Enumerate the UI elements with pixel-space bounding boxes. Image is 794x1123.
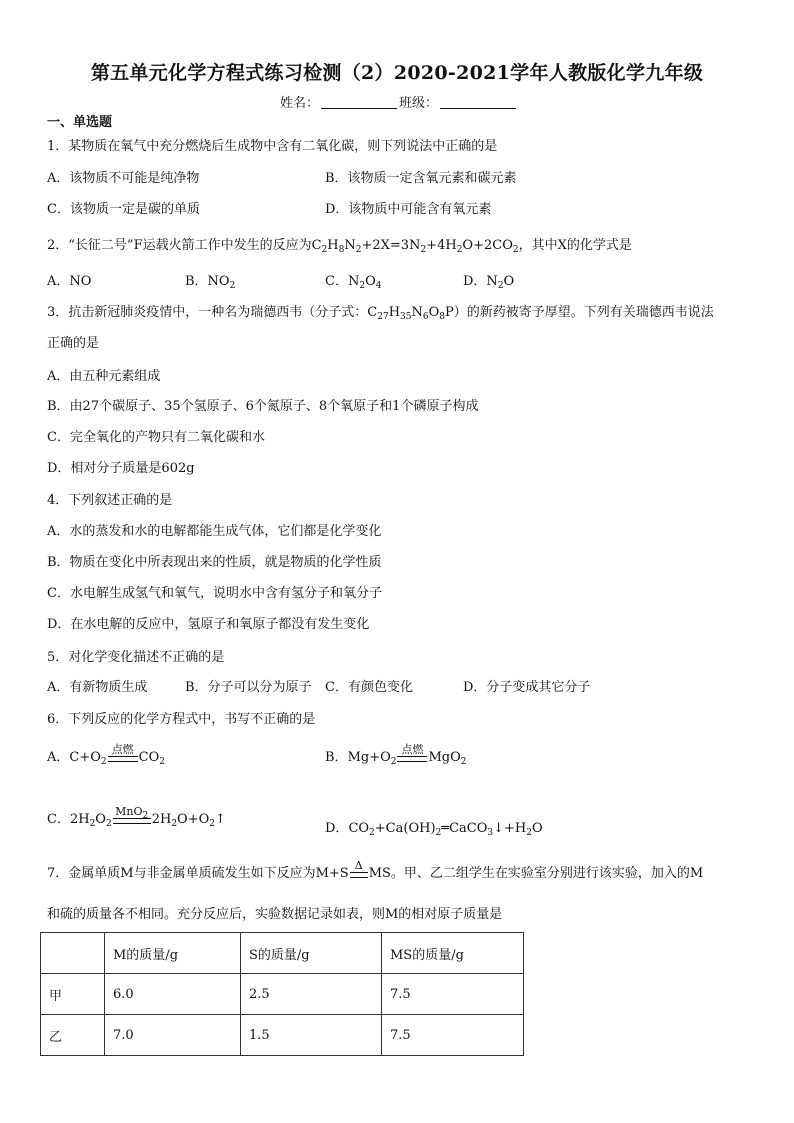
q4-stem: 4．下列叙述正确的是 (47, 493, 173, 508)
q1-option-d: D．该物质中可能含有氧元素 (325, 202, 492, 217)
q1-stem: 1．某物质在氧气中充分燃烧后生成物中含有二氧化碳，则下列说法中正确的是 (47, 139, 498, 154)
table-cell: 7.0 (105, 1015, 241, 1056)
q4-option-c: C．水电解生成氢气和氧气，说明水中含有氢分子和氧分子 (47, 586, 382, 601)
table-cell: 1.5 (241, 1015, 382, 1056)
q1-option-c: C．该物质一定是碳的单质 (47, 202, 200, 217)
q6-option-d: D．$CO_2+Ca(OH)_2═CaCO_3↓+H_2O$ (325, 821, 543, 838)
student-info-line (280, 92, 518, 111)
q3-option-c: C．完全氧化的产物只有二氧化碳和水 (47, 430, 265, 445)
q3-stem-cont: 正确的是 (47, 336, 100, 351)
table-cell: 7.5 (382, 1015, 524, 1056)
table-header-row (41, 933, 524, 974)
q6-stem: 6．下列反应的化学方程式中，书写不正确的是 (47, 712, 316, 727)
table-row (41, 974, 524, 1015)
q2-option-a: A．NO (47, 274, 92, 289)
q5-option-a: A．有新物质生成 (47, 680, 148, 695)
name-label: 姓名： (280, 96, 320, 111)
table-cell: 甲 (41, 974, 105, 1015)
q2-stem: 2．“长征二号”F运载火箭工作中发生的反应为$C_2H_8N_2+2X=3N_2+4H_2O+2CO_2$，其中X的化学式是 (47, 238, 632, 255)
q6-option-c: C．$2H_2O_2$ MnO$_2$ $2H_2O+O_2↑$ (47, 805, 226, 829)
table-cell: 7.5 (382, 974, 524, 1015)
condition-heat: Δ (354, 859, 363, 872)
condition-ignite: 点燃 (111, 743, 134, 756)
q4-option-b: B．物质在变化中所表现出来的性质，就是物质的化学性质 (47, 555, 382, 570)
q6-option-a: A．$C+O_2$ 点燃 $CO_2$ (47, 743, 165, 767)
condition-catalyst: MnO$_2$ (115, 805, 149, 821)
q4-option-a: A．水的蒸发和水的电解都能生成气体，它们都是化学变化 (47, 524, 382, 539)
q3-formula: $C_{27}H_{35}N_6O_8P$ (367, 305, 454, 322)
q7-stem-cont: 和硫的质量各不相同。充分反应后，实验数据记录如表，则M的相对原子质量是 (47, 907, 503, 922)
q2-option-c: C．$N_2O_4$ (325, 274, 382, 291)
q7-data-table (40, 932, 524, 1056)
q5-option-b: B．分子可以分为原子 (185, 680, 312, 695)
q5-option-c: C．有颜色变化 (325, 680, 413, 695)
q1-option-b: B．该物质一定含氧元素和碳元素 (325, 171, 517, 186)
q2-option-d: D．$N_2O$ (463, 274, 515, 291)
condition-ignite: 点燃 (401, 743, 424, 756)
section-heading: 一、单选题 (47, 115, 113, 130)
table-header-cell (41, 933, 105, 974)
q5-option-d: D．分子变成其它分子 (463, 680, 591, 695)
q5-stem: 5．对化学变化描述不正确的是 (47, 650, 225, 665)
q1-option-a: A．该物质不可能是纯净物 (47, 171, 200, 186)
q3-option-b: B．由27个碳原子、35个氢原子、6个氮原子、8个氧原子和1个磷原子构成 (47, 399, 479, 414)
table-cell: 2.5 (241, 974, 382, 1015)
document-title: 第五单元化学方程式练习检测（2）2020-2021学年人教版化学九年级 (90, 62, 704, 84)
q3-stem: 3．抗击新冠肺炎疫情中，一种名为瑞德西韦（分子式：$C_{27}H_{35}N_6O_8P$）的新药被寄予厚望。下列有关瑞德西韦说法 (47, 305, 714, 322)
q3-option-a: A．由五种元素组成 (47, 369, 161, 384)
q2-equation: $C_2H_8N_2+2X=3N_2+4H_2O+2CO_2$ (311, 238, 519, 255)
name-blank (321, 96, 397, 109)
table-cell: 6.0 (105, 974, 241, 1015)
table-row (41, 1015, 524, 1056)
table-header-cell: MS的质量/g (382, 933, 524, 974)
q6-option-b: B．$Mg+O_2$ 点燃 MgO$_2$ (325, 743, 467, 767)
q2-option-b: B．$NO_2$ (185, 274, 236, 291)
table-header-cell: S的质量/g (241, 933, 382, 974)
q4-option-d: D．在水电解的反应中，氢原子和氧原子都没有发生变化 (47, 617, 370, 632)
q3-option-d: D．相对分子质量是602g (47, 461, 195, 476)
table-cell: 乙 (41, 1015, 105, 1056)
class-blank (440, 96, 516, 109)
class-label: 班级： (399, 96, 439, 111)
table-header-cell: M的质量/g (105, 933, 241, 974)
q7-stem: 7．金属单质M与非金属单质硫发生如下反应为M+S Δ MS。甲、乙二组学生在实验室分别进行该实验，加入的M (47, 859, 704, 881)
